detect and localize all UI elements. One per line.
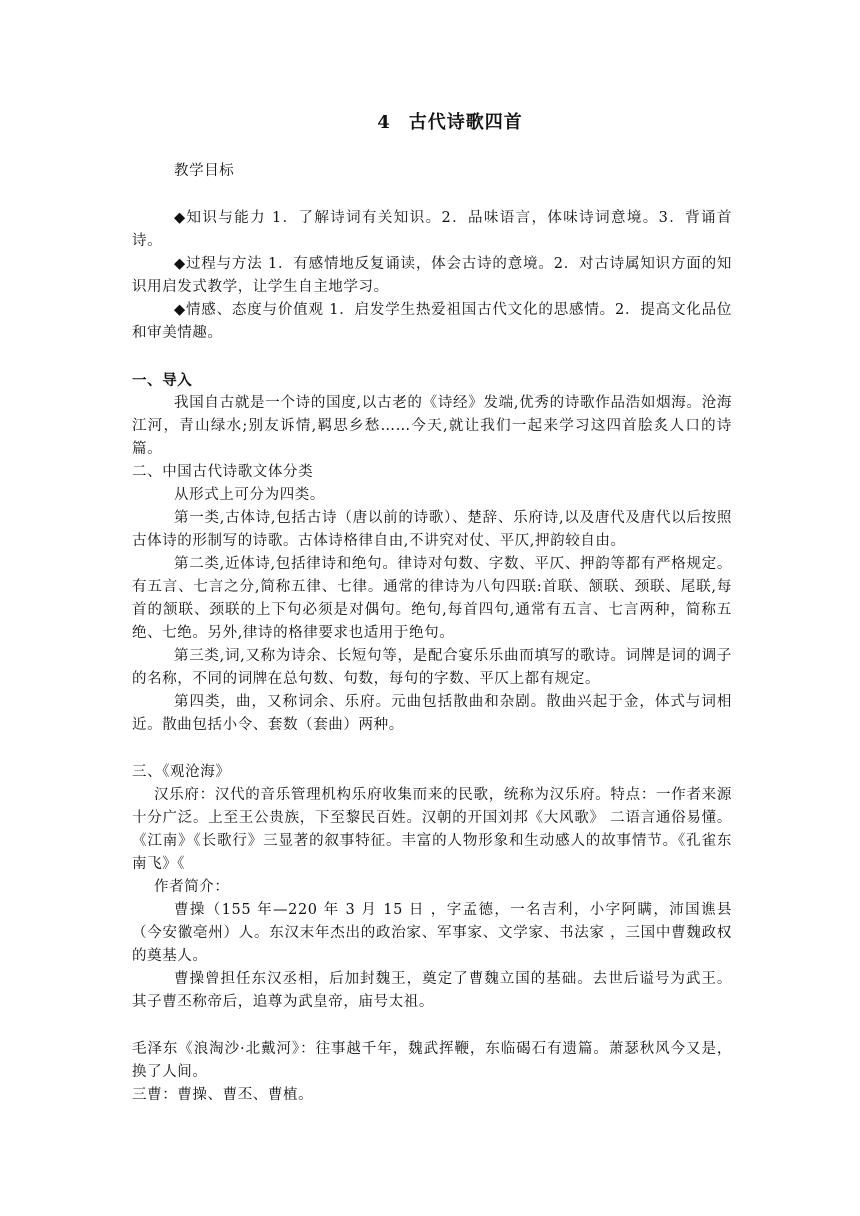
section-poem-heading: 三、《观沧海》 <box>132 764 231 780</box>
mao-quote: 毛泽东《浪淘沙·北戴河》：往事越千年，魏武挥鞭，东临碣石有遗篇。萧瑟秋风今又是，换了人间。 <box>132 1041 732 1080</box>
lesson-number: 4 <box>377 112 391 133</box>
genre-paragraph-2: 第二类,近体诗,包括律诗和绝句。律诗对句数、字数、平仄、押韵等都有严格规定。有五言、七言之分,简称五律、七律。通常的律诗为八句四联:首联、颔联、颈联、尾联,每首的颔联、颈联的上下句必须是对偶句。绝句,每首四句,通常有五言、七言两种，简称五绝、七绝。另外,律诗的格律要求也适用于绝句。 <box>132 556 732 641</box>
three-cao-line: 三曹：曹操、曹丕、曹植。 <box>132 1087 314 1103</box>
section-genre-intro: 从形式上可分为四类。 <box>174 487 325 503</box>
lesson-title <box>0 108 860 134</box>
section-genre-heading: 二、中国古代诗歌文体分类 <box>132 464 314 480</box>
genre-paragraph-3: 第三类,词,又称为诗余、长短句等，是配合宴乐乐曲而填写的歌诗。词牌是词的调子的名称，不同的词牌在总句数、句数，每句的字数、平仄上都有规定。 <box>132 648 732 687</box>
objective-process: ◆过程与方法 1．有感情地反复诵读，体会古诗的意境。2．对古诗属知识方面的知识用启发式教学，让学生自主地学习。 <box>132 256 732 295</box>
genre-paragraph-4: 第四类，曲，又称词余、乐府。元曲包括散曲和杂剧。散曲兴起于金，体式与词相近。散曲包括小令、套数（套曲）两种。 <box>132 694 732 733</box>
section-intro-heading: 一、导入 <box>132 372 193 389</box>
objective-heading: 教学目标 <box>174 163 235 179</box>
author-heading: 作者简介： <box>154 879 230 895</box>
author-paragraph-2: 曹操曾担任东汉丞相，后加封魏王，奠定了曹魏立国的基础。去世后谥号为武王。其子曹丕称帝后，追尊为武皇帝，庙号太祖。 <box>132 971 732 1010</box>
lesson-title-text: 古代诗歌四首 <box>408 112 523 133</box>
objective-knowledge: ◆知识与能力 1．了解诗词有关知识。2．品味语言，体味诗词意境。3．背诵首诗。 <box>132 210 732 249</box>
genre-paragraph-1: 第一类,古体诗,包括古诗（唐以前的诗歌）、楚辞、乐府诗,以及唐代及唐代以后按照古体诗的形制写的诗歌。古体诗格律自由,不讲究对仗、平仄,押韵较自由。 <box>132 510 732 549</box>
objective-emotion: ◆情感、态度与价值观 1．启发学生热爱祖国古代文化的思感情。2．提高文化品位和审美情趣。 <box>132 302 732 341</box>
section-intro-paragraph: 我国自古就是一个诗的国度,以古老的《诗经》发端,优秀的诗歌作品浩如烟海。沧海江河，青山绿水;别友诉情,羁思乡愁……今天,就让我们一起来学习这四首脍炙人口的诗篇。 <box>132 395 732 457</box>
author-paragraph-1: 曹操（155 年—220 年 3 月 15 日 ，字孟德，一名吉利，小字阿瞒，沛国谯县（今安徽亳州）人。东汉末年杰出的政治家、军事家、文学家、书法家 ，三国中曹魏政权的奠基人。 <box>132 902 732 964</box>
document-body <box>132 160 732 1107</box>
yuefu-paragraph: 汉乐府：汉代的音乐管理机构乐府收集而来的民歌，统称为汉乐府。特点：一作者来源十分广泛。上至王公贵族，下至黎民百姓。汉朝的开国刘邦《大风歌》 二语言通俗易懂。《江南》《长歌行》三显著的叙事特征。丰富的人物形象和生动感人的故事情节。《孔雀东南飞》《 <box>132 787 732 872</box>
